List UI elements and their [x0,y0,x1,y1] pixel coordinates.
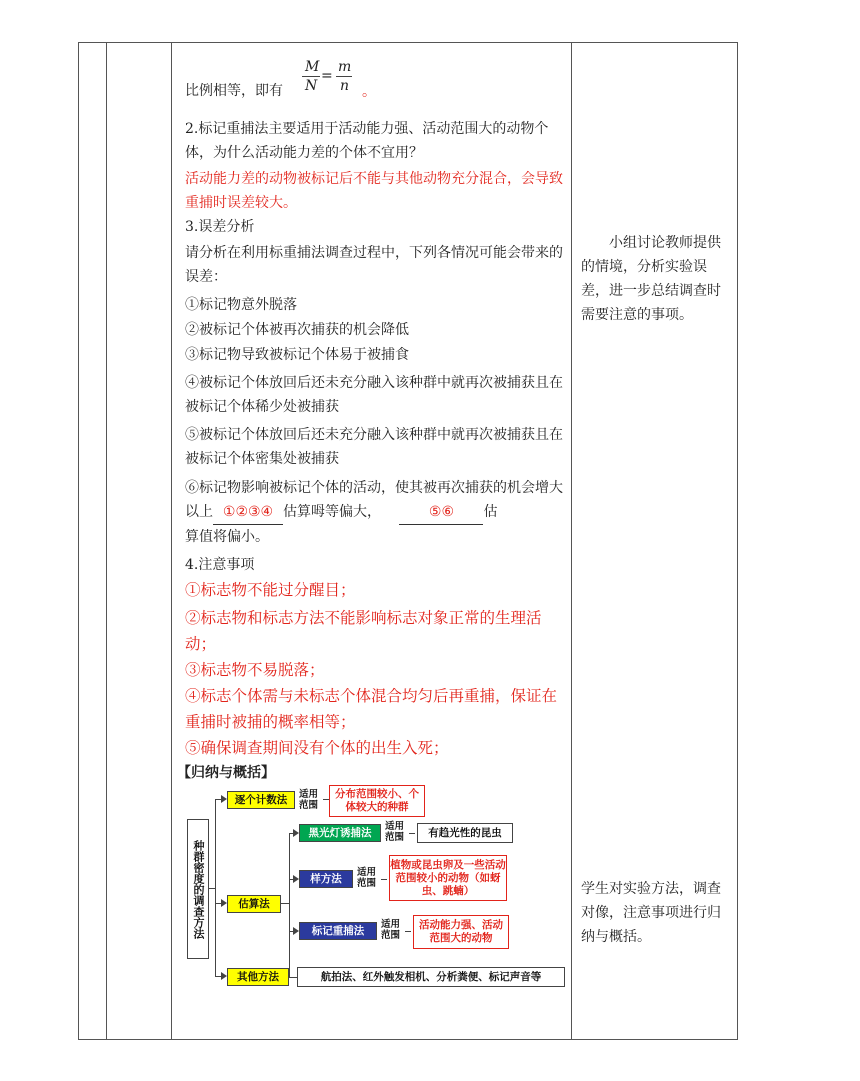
section-4-heading: 4.注意事项 [185,557,255,573]
numerator-m: m [338,59,352,75]
conclusion-text: 估算呣等偏大， [283,504,381,520]
sub-method-lighttrap-scope: 有趋光性的昆虫 [417,823,513,843]
connector [281,903,289,904]
methods-diagram [185,788,569,987]
section-3-intro: 请分析在利用标重捕法调查过程中，下列各情况可能会带来的误差： [185,245,563,285]
connector [381,879,387,880]
formula-intro: 比例相等，即有 [185,83,283,99]
error-item: ③标记物导致被标记个体易于被捕食 [185,347,409,363]
numerator-M: M [305,59,320,75]
connector [289,833,290,977]
section-3-heading: 3.误差分析 [185,219,255,235]
notice-item: ③标志物不易脱落； [185,661,325,679]
scope-label: 适用范围 [299,789,319,811]
column-divider [171,43,172,1039]
sub-method-markrecapture-scope: 活动能力强、活动范围大的动物 [413,915,509,949]
fraction-bar [302,76,320,77]
error-item: ④被标记个体放回后还未充分融入该种群中就再次被捕获且在被标记个体稀少处被捕获 [185,375,563,415]
denominator-N: N [305,78,318,94]
column-divider [106,43,107,1039]
sub-method-quadrat-scope: 植物或昆虫卵及一些活动范围较小的动物（如蚜虫、跳蝻） [389,855,507,901]
blank-underestimate: ⑤⑥ [399,500,483,525]
method-count-scope: 分布范围较小、个体较大的种群 [329,785,425,817]
method-other-box: 其他方法 [227,968,289,986]
blank-overestimate: ①②③④ [213,500,283,525]
equals-sign: = [321,68,333,84]
sub-method-markrecapture-box: 标记重捕法 [299,922,377,940]
answer-2: 活动能力差的动物被标记后不能与其他动物充分混合，会导致重捕时误差较大。 [185,171,563,211]
notice-item: ②标志物和标志方法不能影响标志对象正常的生理活动； [185,609,542,653]
notice-item: ④标志个体需与未标志个体混合均匀后再重捕，保证在重捕时被捕的概率相等； [185,687,558,731]
connector [409,833,415,834]
denominator-n: n [340,78,350,94]
teaching-note-1: 小组讨论教师提供的情境，分析实验误差，进一步总结调查时需要注意的事项。 [581,235,721,323]
connector [405,931,411,932]
scope-label: 适用范围 [385,821,405,843]
error-item-6 [185,476,569,549]
fraction-bar [336,76,352,77]
error-item: ①标记物意外脱落 [185,297,297,313]
notice-item: ⑤确保调查期间没有个体的出生入死； [185,739,449,757]
error-item: ②被标记个体被再次捕获的机会降低 [185,322,409,338]
question-2: 2.标记重捕法主要适用于活动能力强、活动范围大的动物个体，为什么活动能力差的个体不宜用？ [185,121,549,161]
conclusion-end-a: 估 [483,504,498,520]
method-count-box: 逐个计数法 [227,791,295,809]
root-box: 种群密度的调查方法 [187,819,209,959]
sub-method-quadrat-box: 样方法 [299,870,353,888]
method-other-list: 航拍法、红外触发相机、分析粪便、标记声音等 [297,967,565,987]
conclusion-end-b: 算值将偏小。 [185,529,269,545]
teaching-notes-cell [573,43,733,1039]
main-content-cell [177,43,571,1039]
column-divider [571,43,572,1039]
error-item-6-text: ⑥标记物影响被标记个体的活动，使其被再次捕获的机会增大以上 [185,480,563,520]
lesson-table [78,42,738,1040]
connector [289,977,297,978]
notice-item: ①标志物不能过分醒目； [185,581,356,599]
scope-label: 适用范围 [357,867,377,889]
method-estimate-box: 估算法 [227,895,281,913]
teaching-note-2: 学生对实验方法，调查对像，注意事项进行归纳与概括。 [581,881,721,945]
connector [215,799,216,977]
error-item: ⑤被标记个体放回后还未充分融入该种群中就再次被捕获且在被标记个体密集处被捕获 [185,427,563,467]
sub-method-lighttrap-box: 黑光灯诱捕法 [299,824,381,842]
formula-period: 。 [362,84,376,100]
scope-label: 适用范围 [381,919,401,941]
summary-heading: 【归纳与概括】 [177,765,275,781]
